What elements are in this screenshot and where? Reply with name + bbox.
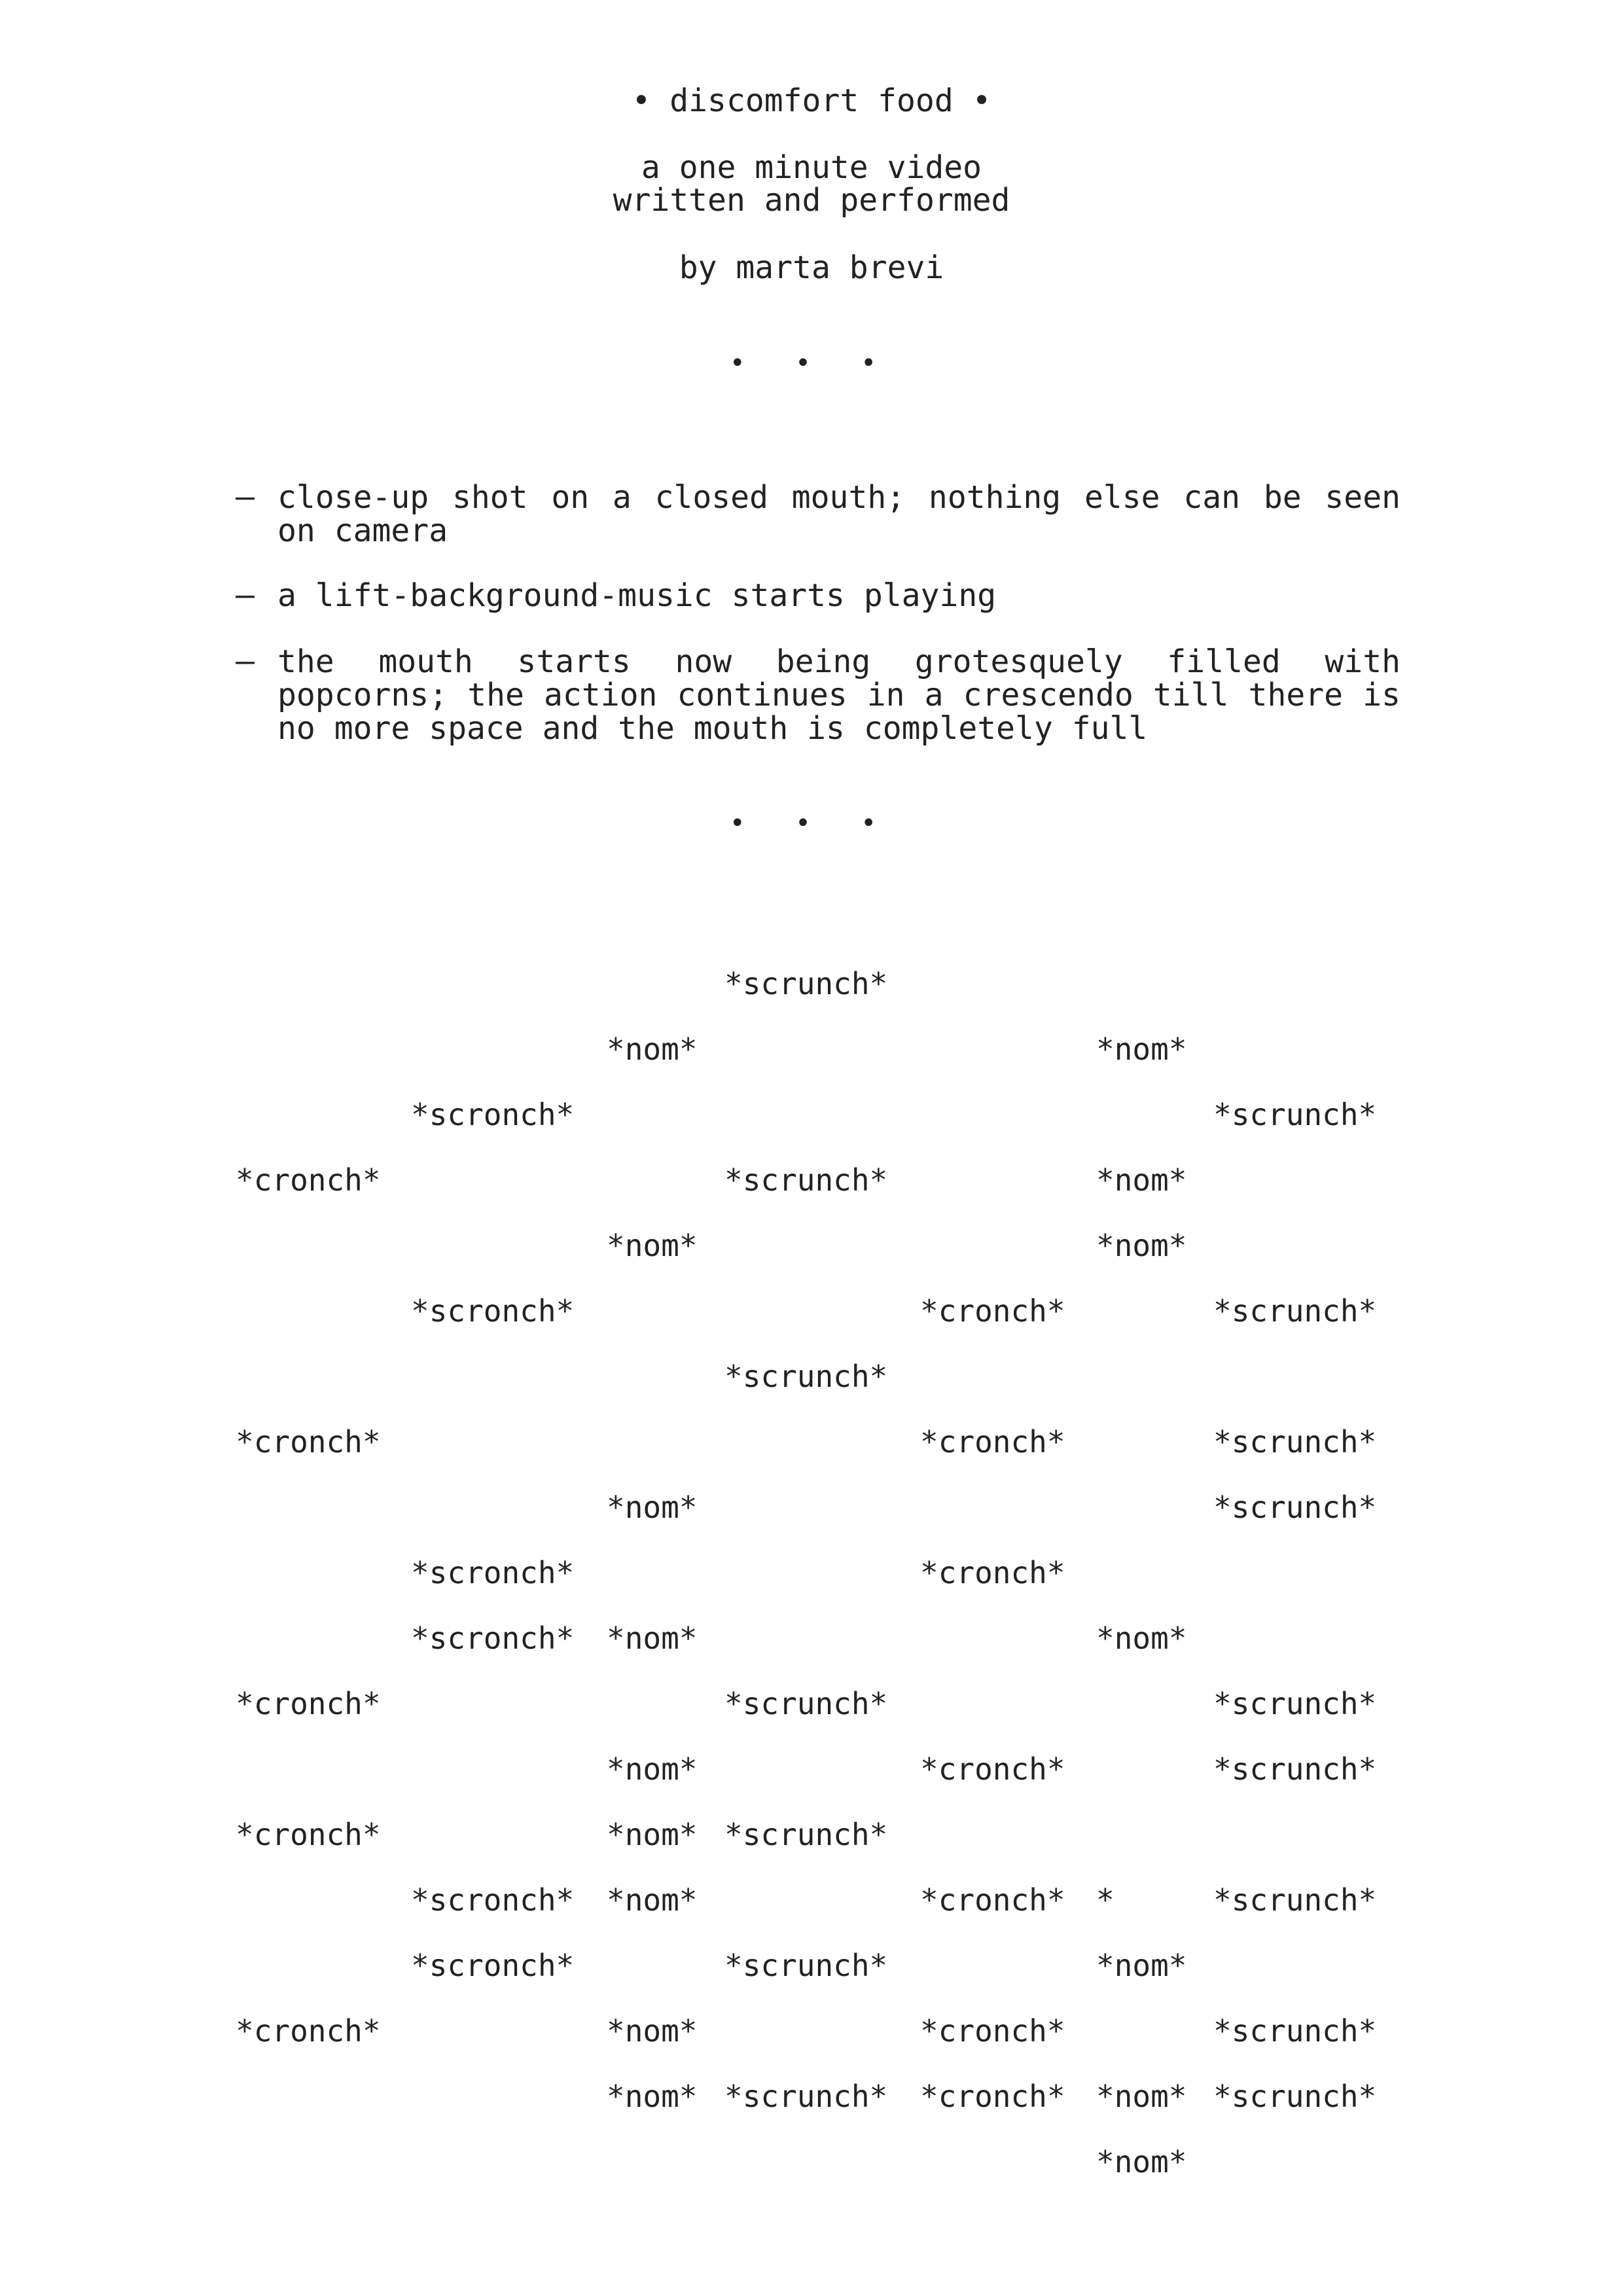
direction-bullet: – [236, 643, 255, 679]
sound-word: *scrunch* [724, 1162, 888, 1198]
sound-word: *scronch* [411, 1621, 575, 1656]
sound-word: *cronch* [920, 2079, 1065, 2114]
sound-word: *scrunch* [1213, 1882, 1377, 1918]
sound-word: *scronch* [411, 1555, 575, 1590]
sound-word: *nom* [1096, 1228, 1187, 1263]
sound-word: *scrunch* [1213, 1490, 1377, 1525]
direction-bullet: – [236, 478, 255, 515]
sound-word: *cronch* [236, 1686, 381, 1721]
sound-word: *cronch* [236, 1424, 381, 1460]
sound-word: *nom* [1096, 1162, 1187, 1198]
sound-word: *nom* [607, 1751, 698, 1787]
sound-word: *nom* [607, 1031, 698, 1067]
sound-word: *cronch* [236, 1817, 381, 1852]
page-title: • discomfort food • [632, 82, 991, 119]
sound-word: *scrunch* [1213, 2013, 1377, 2049]
sound-word: *scrunch* [724, 1359, 888, 1394]
sound-word: *cronch* [236, 2013, 381, 2049]
sound-word: *cronch* [920, 2013, 1065, 2049]
sound-word: *nom* [607, 1817, 698, 1852]
sound-word: *scrunch* [1213, 2079, 1377, 2114]
separator-dots-1: • • • [729, 348, 894, 378]
sound-word: *scrunch* [724, 1686, 888, 1721]
sound-word: *nom* [607, 1490, 698, 1525]
sound-word: *nom* [1096, 1031, 1187, 1067]
sound-word: *nom* [607, 2079, 698, 2114]
sound-word: *scrunch* [724, 2079, 888, 2114]
sound-word: *nom* [607, 2013, 698, 2049]
sound-word: *nom* [1096, 2144, 1187, 2179]
sound-word: *nom* [607, 1228, 698, 1263]
sound-word: *scrunch* [1213, 1424, 1377, 1460]
sound-word: *cronch* [920, 1882, 1065, 1918]
sound-word: *cronch* [920, 1751, 1065, 1787]
sound-word: *scronch* [411, 1948, 575, 1983]
direction-text: a lift-background-music starts playing [277, 577, 997, 614]
sound-word: *cronch* [920, 1555, 1065, 1590]
sound-word: *cronch* [236, 1162, 381, 1198]
sound-word: *scrunch* [1213, 1097, 1377, 1132]
subtitle-line-1: a one minute video [641, 149, 982, 186]
direction-text: the mouth starts now being grotesquely filled with popcorns; the action continues in a crescendo till there is no more space and the mouth is completely full [277, 643, 1400, 747]
sound-word: *cronch* [920, 1293, 1065, 1329]
sound-word: *scronch* [411, 1293, 575, 1329]
separator-dots-2: • • • [729, 808, 894, 838]
sound-word: *scronch* [411, 1882, 575, 1918]
sound-word: *scrunch* [724, 1948, 888, 1983]
sound-word: *nom* [1096, 1948, 1187, 1983]
sound-word: *scrunch* [1213, 1686, 1377, 1721]
sound-word: *scrunch* [724, 966, 888, 1001]
sound-word: * [1096, 1882, 1115, 1918]
sound-word: *scrunch* [724, 1817, 888, 1852]
byline: by marta brevi [679, 249, 944, 286]
sound-word: *scrunch* [1213, 1751, 1377, 1787]
subtitle-line-2: written and performed [613, 182, 1010, 219]
sound-word: *scrunch* [1213, 1293, 1377, 1329]
sound-word: *nom* [607, 1882, 698, 1918]
sound-word: *scronch* [411, 1097, 575, 1132]
sound-word: *nom* [607, 1621, 698, 1656]
sound-word: *nom* [1096, 1621, 1187, 1656]
sound-word: *nom* [1096, 2079, 1187, 2114]
sound-word: *cronch* [920, 1424, 1065, 1460]
direction-bullet: – [236, 577, 255, 613]
direction-text: close-up shot on a closed mouth; nothing else can be seen on camera [277, 479, 1400, 549]
